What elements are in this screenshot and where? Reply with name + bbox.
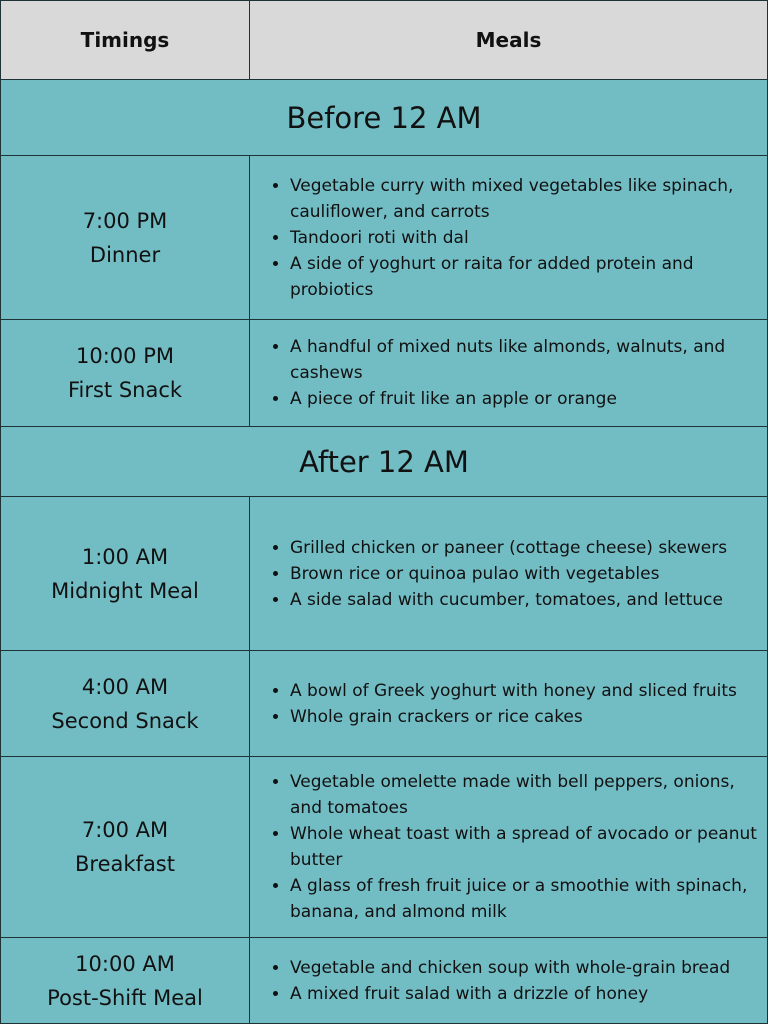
timing-cell bbox=[1, 938, 250, 1024]
meal-row bbox=[1, 497, 768, 651]
timing-cell bbox=[1, 651, 250, 757]
section-title: After 12 AM bbox=[1, 427, 768, 497]
meal-list bbox=[250, 955, 767, 1007]
timing-cell bbox=[1, 757, 250, 938]
meal-name: Second Snack bbox=[51, 708, 199, 733]
meal-row bbox=[1, 320, 768, 427]
meal-item: • Brown rice or quinoa pulao with vegetables bbox=[290, 561, 757, 587]
meals-cell bbox=[250, 320, 768, 427]
timing-cell bbox=[1, 156, 250, 320]
meal-item: • A bowl of Greek yoghurt with honey and sliced fruits bbox=[290, 678, 757, 704]
section-row bbox=[1, 80, 768, 156]
timing-cell bbox=[1, 497, 250, 651]
meal-row bbox=[1, 156, 768, 320]
timings-header: Timings bbox=[1, 1, 250, 80]
meal-item: • Grilled chicken or paneer (cottage cheese) skewers bbox=[290, 535, 757, 561]
meal-item: • Whole grain crackers or rice cakes bbox=[290, 704, 757, 730]
meals-cell bbox=[250, 757, 768, 938]
meal-row bbox=[1, 938, 768, 1024]
meal-item: • A piece of fruit like an apple or orange bbox=[290, 386, 757, 412]
section-row bbox=[1, 427, 768, 497]
meal-item: • Vegetable curry with mixed vegetables like spinach, cauliflower, and carrots bbox=[290, 173, 757, 225]
meal-time: 10:00 PM bbox=[76, 344, 174, 368]
meal-name: Post-Shift Meal bbox=[47, 985, 203, 1010]
meal-time: 7:00 AM bbox=[81, 818, 169, 842]
meal-item: • Whole wheat toast with a spread of avocado or peanut butter bbox=[290, 821, 757, 873]
meals-cell bbox=[250, 497, 768, 651]
meal-row bbox=[1, 651, 768, 757]
meal-item: • A mixed fruit salad with a drizzle of honey bbox=[290, 981, 757, 1007]
meal-time: 1:00 AM bbox=[81, 544, 169, 569]
meal-time: 7:00 PM bbox=[82, 208, 168, 233]
meals-cell bbox=[250, 651, 768, 757]
meal-item: • Tandoori roti with dal bbox=[290, 225, 757, 251]
meal-name: Dinner bbox=[89, 242, 161, 267]
meal-item: • A handful of mixed nuts like almonds, walnuts, and cashews bbox=[290, 334, 757, 386]
meal-list bbox=[250, 678, 767, 730]
meal-list bbox=[250, 535, 767, 613]
meal-row bbox=[1, 757, 768, 938]
meal-name: First Snack bbox=[67, 378, 183, 402]
meal-item: • A side salad with cucumber, tomatoes, and lettuce bbox=[290, 587, 757, 613]
timing-cell bbox=[1, 320, 250, 427]
meals-cell bbox=[250, 156, 768, 320]
meal-time: 4:00 AM bbox=[81, 674, 169, 699]
meal-name: Midnight Meal bbox=[51, 578, 199, 603]
section-title: Before 12 AM bbox=[1, 80, 768, 156]
meal-list bbox=[250, 173, 767, 303]
meal-list bbox=[250, 334, 767, 412]
header-row bbox=[1, 1, 768, 80]
meal-name: Breakfast bbox=[75, 852, 175, 876]
meal-item: • A side of yoghurt or raita for added protein and probiotics bbox=[290, 251, 757, 303]
meal-item: • Vegetable and chicken soup with whole-grain bread bbox=[290, 955, 757, 981]
meal-item: • Vegetable omelette made with bell peppers, onions, and tomatoes bbox=[290, 769, 757, 821]
meals-cell bbox=[250, 938, 768, 1024]
meal-item: • A glass of fresh fruit juice or a smoothie with spinach, banana, and almond milk bbox=[290, 873, 757, 925]
meal-time: 10:00 AM bbox=[75, 951, 175, 976]
meal-list bbox=[250, 769, 767, 925]
meals-header: Meals bbox=[250, 1, 768, 80]
